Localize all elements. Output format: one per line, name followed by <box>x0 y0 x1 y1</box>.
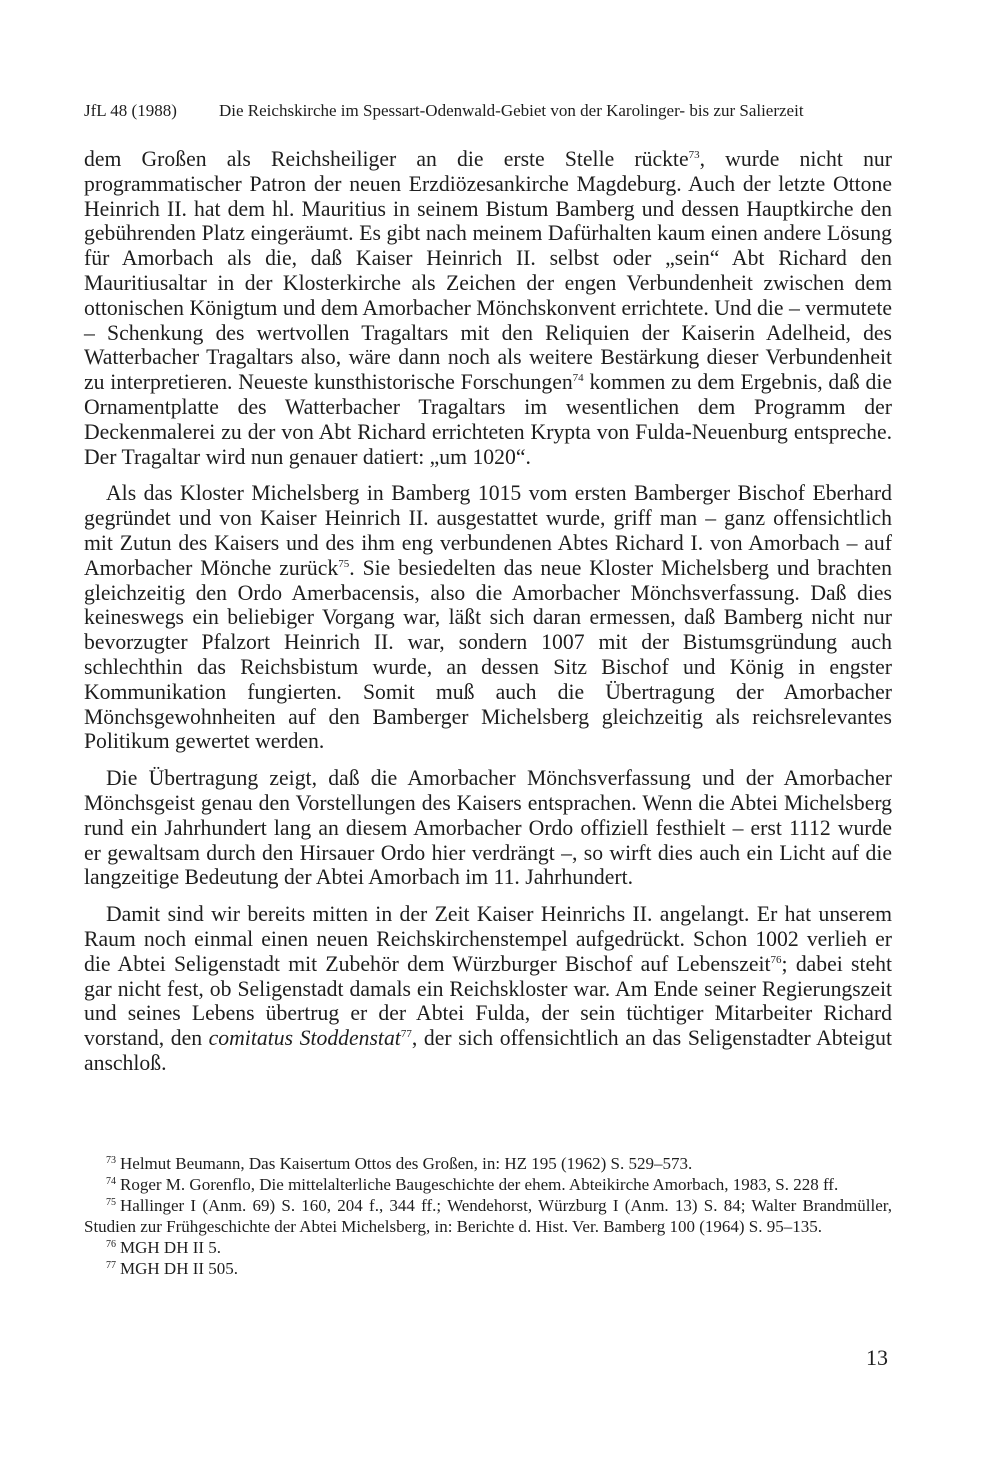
footnote-text: Helmut Beumann, Das Kaisertum Ottos des Großen, in: HZ 195 (1962) S. 529–573. <box>120 1154 693 1173</box>
footnote-number: 75 <box>106 1197 116 1208</box>
footnote <box>84 1195 892 1237</box>
paragraph <box>84 902 892 1076</box>
footnote <box>84 1258 892 1279</box>
italic-term: comitatus Stoddenstat <box>208 1026 401 1051</box>
footnote-text: MGH DH II 5. <box>120 1238 222 1257</box>
footnote <box>84 1237 892 1258</box>
footnote-text: Hallinger I (Anm. 69) S. 160, 204 f., 344 ff.; Wendehorst, Würzburg I (Anm. 13) S. 84; Walter Brandmüller, Studien zur Frühgeschichte der Abtei Michelsberg, in: Berichte d. Hist. Ver. Bamberg 100 (1964) S. 95–135. <box>84 1196 892 1236</box>
text-run: Damit sind wir bereits mitten in der Zeit Kaiser Heinrichs II. angelangt. Er hat unserem Raum noch einmal einen neuen Reichskirchenstempel aufgedrückt. Schon 1002 verlieh er die Abtei Seligenstadt mit Zubehör dem Würzburger Bischof auf Lebenszeit <box>84 902 892 976</box>
footnote-ref: 77 <box>400 1028 412 1041</box>
footnote-text: MGH DH II 505. <box>120 1259 239 1278</box>
text-run: , wurde nicht nur programmatischer Patron der neuen Erzdiözesankirche Magdeburg. Auch der letzte Ottone Heinrich II. hat dem hl. Mauritius in seinem Bistum Bamberg und dessen Hauptkirche den gebührenden Platz eingeräumt. Es gibt nach meinem Dafürhalten kaum einen andere Lösung für Amorbach als die, daß Kaiser Heinrich II. selbst oder „sein“ Abt Richard den Mauritiusaltar in der Klosterkirche als Zeichen der engen Verbundenheit zwischen dem ottonischen Königtum und dem Amorbacher Mönchskonvent errichtete. Und die – vermutete – Schenkung des wertvollen Tragaltars mit den Reliquien der Kaiserin Adelheid, des Watterbacher Tragaltars also, wäre dann noch als weitere Bestärkung dieser Verbundenheit zu interpretieren. Neueste kunsthistorische Forschungen <box>84 147 892 395</box>
paragraph <box>84 147 892 469</box>
header-title: Die Reichskirche im Spessart-Odenwald-Gebiet von der Karolinger- bis zur Salierzeit <box>219 101 804 120</box>
footnote-number: 74 <box>106 1176 116 1187</box>
text-run: Als das Kloster Michelsberg in Bamberg 1015 vom ersten Bamberger Bischof Eberhard gegründet und von Kaiser Heinrich II. ausgestattet wurde, griff man – ganz offensichtlich mit Zutun des Kaisers und des ihm eng verbundenen Abtes Richard I. von Amorbach – auf Amorbacher Mönche zurück <box>84 481 892 580</box>
footnote-number: 76 <box>106 1239 116 1250</box>
page-number: 13 <box>866 1345 888 1370</box>
footnote-ref: 75 <box>338 557 350 570</box>
footnote-ref: 73 <box>688 149 700 161</box>
footnote-text: Roger M. Gorenflo, Die mittelalterliche Baugeschichte der ehem. Abteikirche Amorbach, 1983, S. 228 ff. <box>120 1175 839 1194</box>
journal-reference: JfL 48 (1988) <box>84 101 177 120</box>
text-run: kommen zu dem Ergebnis, daß die Ornamentplatte des Watterbacher Tragaltars im wesentlichen dem Programm der Deckenmalerei zu der von Abt Richard errichteten Krypta von Fulda-Neuenburg entspreche. Der Tragaltar wird nun genauer datiert: „um 1020“. <box>84 370 892 469</box>
text-run: , der sich offensichtlich an das Seligenstadter Abteigut anschloß. <box>84 1026 892 1075</box>
text-run: dem Großen als Reichsheiliger an die erste Stelle rückte <box>84 147 689 171</box>
text-run: . Sie besiedelten das neue Kloster Michelsberg und brachten gleichzeitig den Ordo Amerbacensis, also die Amorbacher Mönchsverfassung. Daß dies keineswegs ein beliebiger Vorgang war, läßt sich daran ermessen, daß Bamberg nicht nur bevorzugter Pfalzort Heinrich II. war, sondern 1007 mit der Bistumsgründung auch schlechthin das Reichsbistum wurde, an dessen Sitz Bischof und König in engster Kommunikation fungierten. Somit muß auch die Übertragung der Amorbacher Mönchsgewohnheiten auf den Bamberger Michelsberg gleichzeitig als reichsrelevantes Politikum gewertet werden. <box>84 555 892 754</box>
text-run: Die Übertragung zeigt, daß die Amorbacher Mönchsverfassung und der Amorbacher Mönchsgeist genau den Vorstellungen des Kaisers entsprachen. Wenn die Abtei Michelsberg rund ein Jahrhundert lang an diesem Amorbacher Ordo offiziell festhielt – erst 1112 wurde er gewaltsam durch den Hirsauer Ordo hier verdrängt –, so wirft dies auch ein Licht auf die langzeitige Bedeutung der Abtei Amorbach im 11. Jahrhundert. <box>84 766 892 890</box>
footnote-number: 73 <box>106 1155 116 1166</box>
footnote-number: 77 <box>106 1260 116 1271</box>
body-text <box>84 147 892 1076</box>
footnotes <box>84 1153 892 1279</box>
running-header <box>84 100 892 122</box>
footnote <box>84 1174 892 1195</box>
footnote <box>84 1153 892 1174</box>
footnote-ref: 76 <box>770 953 782 966</box>
paragraph <box>84 766 892 890</box>
paragraph <box>84 481 892 754</box>
text-run: ; dabei steht gar nicht fest, ob Seligenstadt damals ein Reichskloster war. Am Ende seiner Regierungszeit und seines Lebens übertrug er der Abtei Fulda, der sein tüchtiger Mitarbeiter Richard vorstand, den <box>84 951 892 1051</box>
footnote-ref: 74 <box>572 372 584 385</box>
